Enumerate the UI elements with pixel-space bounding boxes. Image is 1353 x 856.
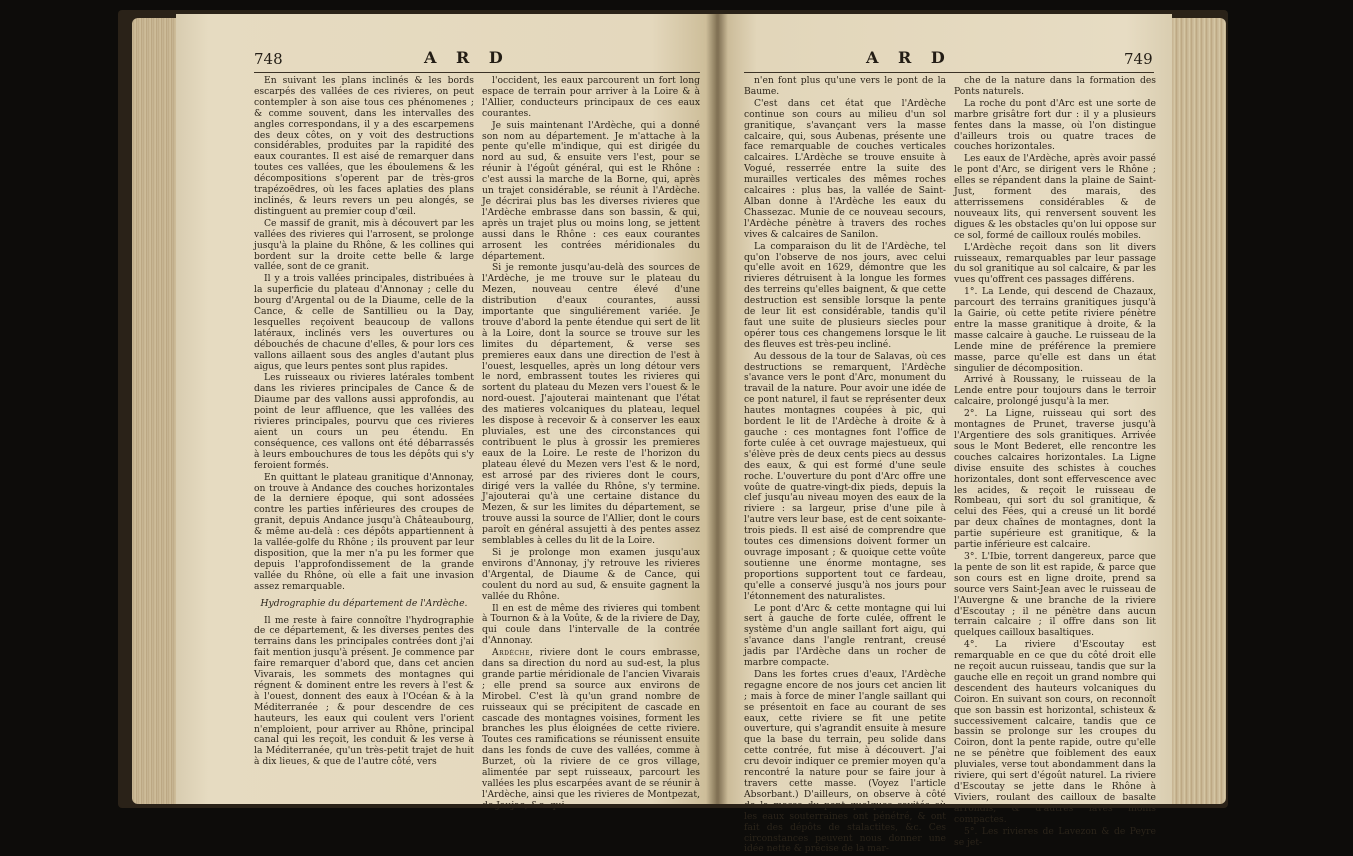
right-column-2 <box>954 76 1156 849</box>
header-rule <box>744 72 1154 73</box>
paragraph: che de la nature dans la formation des Ponts naturels. <box>954 75 1156 97</box>
left-column-1 <box>254 76 474 769</box>
running-head: A R D <box>424 48 510 67</box>
paragraph: Arrivé à Roussany, le ruisseau de la Lende entre pour toujours dans le terroir calcaire, prolongé jusqu'à la mer. <box>954 374 1156 408</box>
entry-text: , riviere dont le cours embrasse, dans sa direction du nord au sud-est, la plus grande partie méridionale de l'ancien Vivarais ; elle prend sa source aux environs de Mirobel. C'est là qu'un grand nombre de ruisseaux qui se précipitent de cascade en cascade des montagnes voisines, forment les branches les plus éloignées de cette riviere. Toutes ces ramifications se réunissent ensuite dans les fonds de cuve des vallées, comme à Burzet, où la riviere de ce gros village, alimentée par sept ruisseaux, parcourt les vallées les plus escarpées avant de se réunir à l'Ardèche, ainsi que les rivieres de Montpezat, de Jaujac, &c. qui <box>482 647 700 811</box>
left-column-2 <box>482 76 700 813</box>
paragraph: Il en est de même des rivieres qui tombent à Tournon & à la Voûte, & de la riviere de Day, qui coule dans l'intervalle de la contrée d'Annonay. <box>482 602 700 647</box>
paragraph: Si je prolonge mon examen jusqu'aux environs d'Annonay, j'y retrouve les rivieres d'Argental, de Diaume & de Cance, qui coulent du nord au sud, & ensuite gagnent la vallée du Rhône. <box>482 546 700 602</box>
paragraph: Les eaux de l'Ardèche, après avoir passé le pont d'Arc, se dirigent vers le Rhône ; elles se répandent dans la plaine de Saint-Just, forment des marais, des atterrissemens considérables & de nouveaux lits, qui renversent souvent les digues & les obstacles qu'on lui oppose sur ce sol, formé de cailloux roulés mobiles. <box>954 153 1156 241</box>
running-head: A R D <box>866 48 952 67</box>
paragraph: La comparaison du lit de l'Ardèche, tel qu'on l'observe de nos jours, avec celui qu'elle avoit en 1629, démontre que les rivieres détruisent à la longue les formes des terreins qu'elles baignent, & que cette destruction est sensible lorsque la pente de leur lit est considérable, tandis qu'il faut une suite de plusieurs siecles pour opérer tous ces changemens lorsque le lit des fleuves est très-peu incliné. <box>744 240 946 350</box>
header-rule <box>254 72 700 73</box>
left-page <box>176 14 716 811</box>
page-number: 749 <box>1124 50 1153 68</box>
paragraph: 5°. Les rivieres de Lavezon & de Peyre se jet- <box>954 825 1156 848</box>
paragraph: Ce massif de granit, mis à découvert par les vallées des rivieres qui l'arrosent, se prolonge jusqu'à la plaine du Rhône, & les collines qui bordent sur la droite cette belle & large vallée, sont de ce granit. <box>254 217 474 273</box>
paragraph: Dans les fortes crues d'eaux, l'Ardèche regagne encore de nos jours cet ancien lit ; mais à force de miner l'angle saillant qui se présentoit en face au courant de ses eaux, cette riviere se fit une petite ouverture, qui s'agrandit ensuite à mesure que la base du terrain, peu solide dans cette contrée, fut mise à découvert. J'ai cru devoir indiquer ce premier moyen qu'a rencontré la nature pour se faire jour à travers cette masse. (Voyez l'article Absorbant.) D'ailleurs, on observe à côté de la masse du pont quelques cavités où les eaux souterraines ont pénétré, & ont fait des dépôts de stalactites, &c. Ces circonstances peuvent nous donner une idée nette & précise de la mar- <box>744 668 946 855</box>
section-heading: Hydrographie du département de l'Ardèche. <box>260 597 468 609</box>
paragraph: C'est dans cet état que l'Ardèche continue son cours au milieu d'un sol granitique, s'avançant vers la masse calcaire, qui, sous Aubenas, présente une face remarquable de couches verticales calcaires. L'Ardèche se trouve ensuite à Vogué, resserrée entre la suite des murailles verticales des mêmes roches calcaires : plus bas, la vallée de Saint-Alban donne à l'Ardèche les eaux du Chassezac. Munie de ce nouveau secours, l'Ardèche pénètre à travers des roches vives & calcaires de Sanilon. <box>744 97 946 240</box>
paragraph: 3°. L'Ibie, torrent dangereux, parce que la pente de son lit est rapide, & parce que son cours est en ligne droite, prend sa source vers Saint-Jean avec le ruisseau de l'Auvergne & une branche de la riviere d'Escoutay ; il ne pénètre dans aucun terrain calcaire ; il offre dans son lit quelques cailloux basaltiques. <box>954 550 1156 639</box>
paragraph: Le pont d'Arc & cette montagne qui lui sert à gauche de forte culée, offrent le système d'un angle saillant fort aigu, qui s'avance dans l'angle rentrant, creusé jadis par l'Ardèche dans un rocher de marbre compacte. <box>744 602 946 669</box>
paragraph: Si je remonte jusqu'au-delà des sources de l'Ardèche, je me trouve sur le plateau du Mezen, nouveau centre élevé d'une distribution d'eaux courantes, aussi importante que singuliérement variée. Je trouve d'abord la pente étendue qui sert de lit à la Loire, dont la source se trouve sur les limites du département, & verse ses premieres eaux dans une direction de l'est à l'ouest, lesquelles, après un long détour vers le nord, embrassent toutes les rivieres qui sortent du plateau du Mezen vers l'ouest & le nord-ouest. J'ajouterai maintenant que l'état des matieres volcaniques du plateau, lequel les dispose à recevoir & à conserver les eaux pluviales, est une des circonstances qui contribuent le plus à grossir les premieres eaux de la Loire. Le reste de l'horizon du plateau élevé du Mezen vers l'est & le nord, est arrosé par des rivieres dont le cours, dirigé vers la vallée du Rhône, s'y termine. J'ajouterai qu'à une certaine distance du Mezen, & sur les limites du département, se trouve aussi la source de l'Allier, dont le cours paroît en général assujetti à des pentes assez semblables à celles du lit de la Loire. <box>482 262 700 547</box>
paragraph: Au dessous de la tour de Salavas, où ces destructions se remarquent, l'Ardèche s'avance vers le pont d'Arc, monument du travail de la nature. Pour avoir une idée de ce pont naturel, il faut se représenter deux hautes montagnes coupées à pic, qui bordent le lit de l'Ardèche à droite & à gauche : ces montagnes font l'office de forte culée à cet ouvrage majestueux, qui s'élève près de deux cents piecs au dessus des eaux, & qui est formé d'une seule roche. L'ouverture du pont d'Arc offre une voûte de quatre-vingt-dix pieds, depuis la clef jusqu'au niveau moyen des eaux de la riviere : sa largeur, prise d'une pile à l'autre vers leur base, est de cent soixante-trois pieds. Il est aisé de comprendre que toutes ces dimensions doivent former un ouvrage imposant ; & quoique cette voûte soutienne une énorme montagne, ses proportions supportent tout ce fardeau, qu'elle a conservé jusqu'à nos jours pour l'étonnement des naturalistes. <box>744 350 946 602</box>
right-column-1 <box>744 76 946 856</box>
paragraph: En suivant les plans inclinés & les bords escarpés des vallées de ces rivieres, on peut contempler à son aise tous ces phénomenes ; & comme souvent, dans les intervalles des angles correspondans, il y a des escarpemens des deux côtes, on y voit des destructions considérables, produites par la rapidité des eaux courantes. Il est aisé de remarquer dans toutes ces vallées, que les éboulemens & les décompositions s'operent par de très-gros trapézoëdres, où les faces aplaties des plans inclinés, & leurs revers un peu alongés, se distinguent au premier coup d'œil. <box>254 75 474 217</box>
paragraph: En quittant le plateau granitique d'Annonay, on trouve à Andance des couches horizontales de la derniere époque, qui sont adossées contre les parties inférieures des croupes de granit, depuis Andance jusqu'à Châteaubourg, & même au-delà : ces dépôts appartiennent à la vallée-golfe du Rhône ; ils prouvent par leur disposition, que la mer n'a pu les former que depuis l'approfondissement de la grande vallée du Rhône, où elle a fait une invasion assez remarquable. <box>254 471 474 592</box>
paragraph: 1°. La Lende, qui descend de Chazaux, parcourt des terrains granitiques jusqu'à la Gairie, où cette petite riviere pénètre entre la masse granitique à droite, & la masse calcaire à gauche. Le ruisseau de la Lende mine de préférence la premiere masse, parce qu'elle est dans un état singulier de décomposition. <box>954 286 1156 374</box>
paragraph: Je suis maintenant l'Ardèche, qui a donné son nom au département. Je m'attache à la pente qu'elle m'indique, qui est dirigée du nord au sud, & ensuite vers l'est, pour se réunir à l'égoût général, qui est le Rhône : c'est aussi la marche de la Borne, qui, après un trajet considérable, se réunit à l'Ardèche. Je décrirai plus bas les diverses rivieres que l'Ardèche embrasse dans son bassin, & qui, après un trajet plus ou moins long, se jettent aussi dans le Rhône : ces eaux courantes arrosent les contrées méridionales du département. <box>482 119 700 262</box>
paragraph: Il me reste à faire connoître l'hydrographie de ce département, & les diverses pentes des terrains dans les principales contrées dont j'ai fait mention jusqu'à présent. Je commence par faire remarquer d'abord que, dans cet ancien Vivarais, les sommets des montagnes qui régnent & dominent entre les revers à l'est & à l'ouest, donnent des eaux à l'Océan & à la Méditerranée ; & pour descendre de ces hauteurs, les eaux qui coulent vers l'orient n'emploient, pour arriver au Rhône, principal canal qui les reçoit, les conduit & les verse à la Méditerranée, qu'un très-petit trajet de huit à dix lieues, & que de l'autre côté, vers <box>254 614 474 768</box>
paragraph: 2°. La Ligne, ruisseau qui sort des montagnes de Prunet, traverse jusqu'à l'Argentiere des sols granitiques. Arrivée sous le Mont Bederet, elle rencontre les couches calcaires horizontales. La Ligne divise ensuite des schistes à couches horizontales, dont sont effervescence avec les acides, & reçoit le ruisseau de Rombeau, qui sort du sol granitique, & celui des Fées, qui a creusé un lit bordé par deux chaînes de montagnes, dont la partie supérieure est granitique, & la partie inférieure est calcaire. <box>954 408 1156 551</box>
page-number: 748 <box>254 50 283 68</box>
entry-keyword: Ardèche <box>492 647 531 659</box>
paragraph: n'en font plus qu'une vers le pont de la Baume. <box>744 75 946 97</box>
paragraph: L'Ardèche reçoit dans son lit divers ruisseaux, remarquables par leur passage du sol granitique au sol calcaire, & par les vues qu'offrent ces passages différens. <box>954 241 1156 286</box>
paragraph: l'occident, les eaux parcourent un fort long espace de terrain pour arriver à la Loire & à l'Allier, conducteurs principaux de ces eaux courantes. <box>482 75 700 119</box>
right-page-edges <box>1168 18 1226 804</box>
right-page <box>716 14 1172 855</box>
dictionary-entry <box>482 648 700 812</box>
paragraph: Il y a trois vallées principales, distribuées à la superficie du plateau d'Annonay ; celle du bourg d'Argental ou de la Diaume, celle de la Cance, & celle de Santillieu ou la Day, lesquelles reçoivent beaucoup de vallons latéraux, inclinés vers les ouvertures ou débouchés de chacune d'elles, & pour lors ces vallons aillaent sous des angles d'autant plus aigus, que leurs pentes sont plus rapides. <box>254 273 474 372</box>
paragraph: La roche du pont d'Arc est une sorte de marbre grisâtre fort dur : il y a plusieurs fentes dans la masse, où l'on distingue d'ailleurs trois ou quatre traces de couches horizontales. <box>954 97 1156 153</box>
paragraph: 4°. La riviere d'Escoutay est remarquable en ce que du côté droit elle ne reçoit aucun ruisseau, tandis que sur la gauche elle en reçoit un grand nombre qui descendent des hauteurs volcaniques du Coiron. En suivant son cours, on reconnoît que son bassin est horizontal, schisteux & successivement calcaire, tandis que ce bassin se prolonge sur les croupes du Coiron, dont la pente rapide, outre qu'elle ne se pénètre que foiblement des eaux pluviales, verse tout abondamment dans la riviere, qui sert d'égoût naturel. La riviere d'Escoutay se jette dans le Rhône à Viviers, roulant des cailloux de basalte arrondis, & d'autres laves moins compactes. <box>954 639 1156 825</box>
paragraph: Les ruisseaux ou rivieres latérales tombent dans les rivieres principales de Cance & de Diaume par des vallons aussi approfondis, au point de leur affluence, que les vallées des rivieres principales, pourvu que ces rivieres aient un cours un peu étendu. En conséquence, ces vallons ont été débarrassés à leurs embouchures de tous les dépôts qui s'y feroient formés. <box>254 372 474 471</box>
